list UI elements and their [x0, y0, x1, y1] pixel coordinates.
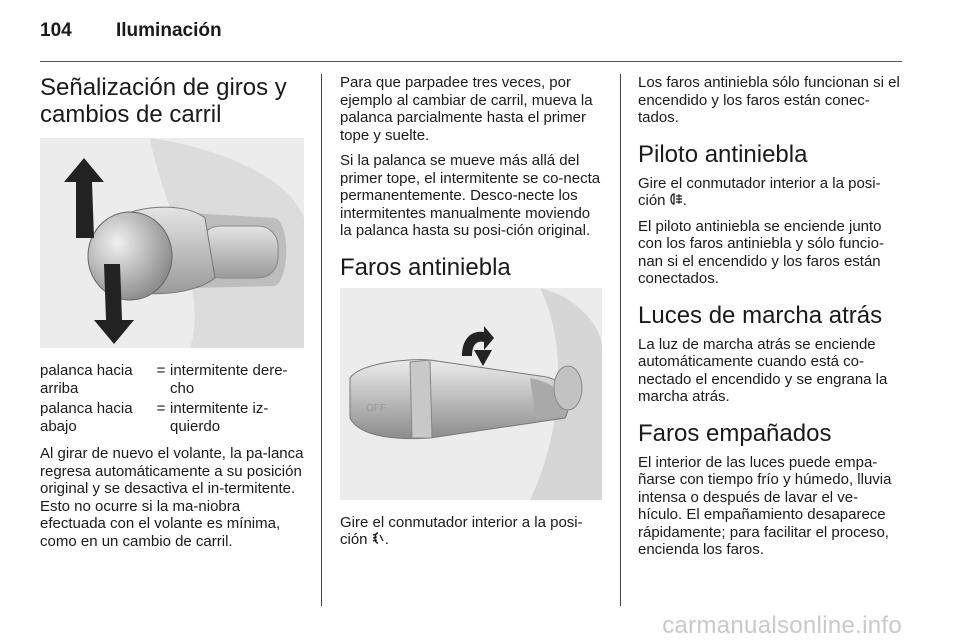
paragraph: El interior de las luces puede empa-ñarse con tiempo frío y húmedo, lluvia intensa o después de lavar el ve-hículo. El empañamiento desaparece rápidamente; para facilitar el proceso, encienda los faros.: [638, 453, 892, 558]
rotate-arrow-icon: [458, 326, 494, 366]
svg-text:OFF: OFF: [366, 402, 386, 414]
figure-fog-light-switch: [340, 288, 602, 500]
figure-turn-signal-lever: [40, 138, 304, 348]
paragraph: Gire el conmutador interior a la posi-ción .: [638, 174, 881, 209]
lever-definitions: [40, 362, 304, 435]
section-heading-fog-lights: Faros antiniebla: [340, 253, 511, 281]
paragraph: Gire el conmutador interior a la posi-ción .: [340, 513, 583, 548]
arrow-up-icon: [64, 158, 104, 238]
column-2: [340, 74, 604, 557]
paragraph: Los faros antiniebla sólo funcionan si el encendido y los faros están conec-tados.: [638, 74, 900, 126]
paragraph: La luz de marcha atrás se enciende automáticamente cuando está co-nectado el encendido y se engrana la marcha atrás.: [638, 335, 888, 405]
section-heading-turn-signals: Señalización de giros y cambios de carril: [40, 74, 287, 128]
definition-row: palanca hacia arriba = intermitente dere-cho: [40, 362, 288, 397]
rear-fog-light-icon: [670, 193, 683, 205]
column-3: [638, 74, 902, 567]
section-heading-fogged-lights: Faros empañados: [638, 419, 832, 447]
arrow-down-icon: [94, 264, 134, 344]
paragraph: Para que parpadee tres veces, por ejemplo al cambiar de carril, mueva la palanca parcialmente hasta el primer tope y suelte.: [340, 74, 593, 144]
column-divider-1: [321, 74, 322, 606]
front-fog-light-icon: [372, 532, 385, 544]
section-heading-rear-fog: Piloto antiniebla: [638, 140, 808, 168]
header-rule: [40, 61, 902, 62]
column-1: [40, 74, 304, 558]
paragraph: El piloto antiniebla se enciende junto con los faros antiniebla y sólo funcio-nan si el encendido y los faros están conectados.: [638, 217, 884, 287]
paragraph: Al girar de nuevo el volante, la pa-lanca regresa automáticamente a su posición original y se desactiva el in-termitente. Esto no ocurre si la ma-niobra efectuada con el volante es mínima, como en un cambio de carril.: [40, 445, 304, 550]
watermark: carmanualsonline.info: [662, 612, 902, 639]
paragraph: Si la palanca se mueve más allá del primer tope, el intermitente se co-necta permanentemente. Desco-necte los intermitentes manualmente moviendo la palanca hasta su posi-ción original.: [340, 152, 601, 239]
section-title: Iluminación: [116, 20, 222, 41]
column-divider-2: [620, 74, 621, 606]
fog-light-switch-illustration: [340, 288, 602, 500]
definition-row: palanca hacia abajo = intermitente iz-quierdo: [40, 400, 269, 435]
section-heading-reverse-lights: Luces de marcha atrás: [638, 301, 883, 329]
page-number: 104: [40, 20, 72, 41]
